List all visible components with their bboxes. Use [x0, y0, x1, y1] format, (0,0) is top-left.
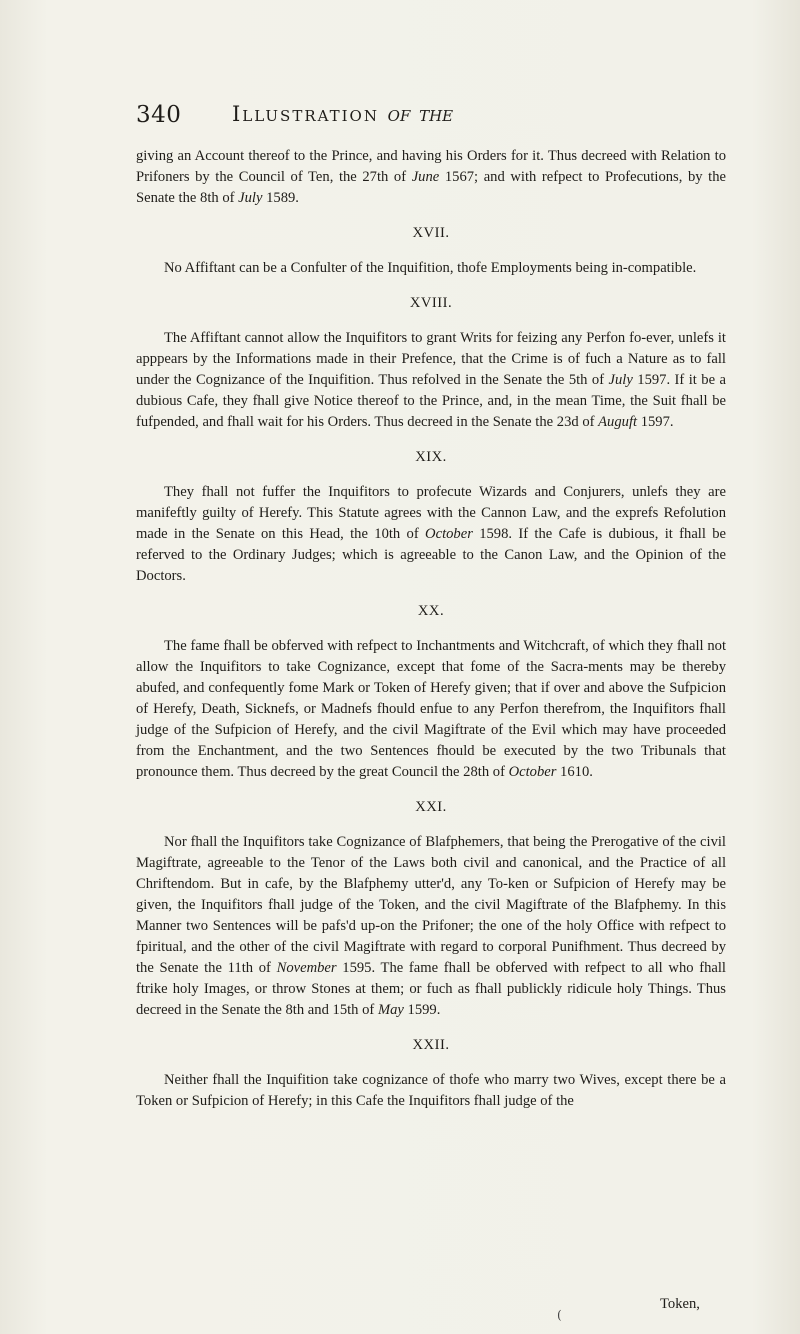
text-run: 1567; and with refpect to Profecutions, by the Senate the 8th of — [136, 169, 726, 206]
section-xxii-paragraph: Neither fhall the Inquifition take cognizance of thofe who marry two Wives, except there be a Token or Sufpicion of Herefy; in this Cafe the Inquifitors fhall judge of the — [136, 1072, 726, 1109]
section-numeral-xviii: XVIII. — [409, 295, 453, 311]
page-number: 340 — [136, 102, 182, 128]
section-xxi-paragraph — [136, 832, 726, 1021]
month-italic: July — [608, 372, 633, 388]
month-italic: November — [276, 960, 337, 976]
text-run: 1597. — [637, 414, 674, 430]
text-run: 1598. If the Cafe is dubious, it fhall be referved to the Ordinary Judges; which is agreeable to the Canon Law, and the Opinion of the Doctors. — [136, 526, 727, 584]
page-body — [136, 146, 726, 1112]
text-run: 1595. The fame fhall be obferved with refpect to all who fhall ftrike holy Images, or throw Stones at them; or fuch as fhall publickly ridicule holy Things. Thus decreed in the Senate the 8th and 15th of — [136, 960, 726, 1018]
month-italic: May — [377, 1002, 404, 1018]
section-xx-paragraph — [136, 636, 726, 783]
text-run: 1597. If it be a dubious Cafe, they fhall give Notice thereof to the Prince, and, in the mean Time, the Suit fhall be fufpended, and fhall wait for his Orders. Thus decreed in the Senate the 23d of — [136, 372, 726, 430]
section-numeral-xix: XIX. — [415, 449, 447, 465]
text-run: The Affiftant cannot allow the Inquifitors to grant Writs for feizing any Perfon fo-ever, unlefs it apppears by the Informations made in their Prefence, that the Crime is of fuch a Nature as to fall under the Cognizance of the Inquifition. Thus refolved in the Senate the 5th of — [136, 330, 726, 388]
text-run: Nor fhall the Inquifitors take Cognizance of Blafphemers, that being the Prerogative of the civil Magiftrate, agreeable to the Tenor of the Laws both civil and canonical, and the Practice of all Chriftendom. But in cafe, by the Blafphemy utter'd, any To-ken or Sufpicion of Herefy may be given, the Inquifitors fhall judge of the Token, and the civil Magiftrate of the Blafphemy. In this Manner two Sentences will be pafs'd up-on the Prifoner; the one of the holy Office with refpect to fpiritual, and the other of the civil Magiftrate with regard to corporal Punifhment. Thus decreed by the Senate the 11th of — [136, 834, 726, 976]
running-title — [232, 102, 453, 126]
month-italic: June — [411, 169, 440, 185]
text-run: The fame fhall be obferved with refpect to Inchantments and Witchcraft, of which they fhall not allow the Inquifitors to take Cognizance, except that fome of the Sacra-ments may be thereby abufed, and confequently fome Mark or Token of Herefy given; that if over and above the Sufpicion of Herefy, Death, Sicknefs, or Madnefs fhould enfue to any Perfon therefrom, the Inquifitors fhall judge of the Sufpicion of Herefy, and the civil Magiftrate of the Evil which may have proceeded from the Enchantment, and the two Sentences fhould be executed by the two Tribunals that pronounce them. Thus decreed by the great Council the 28th of — [136, 638, 726, 780]
month-italic: July — [238, 190, 263, 206]
section-numeral-xx: XX. — [417, 603, 445, 619]
continuation-paragraph — [136, 146, 726, 209]
month-italic: Auguft — [598, 414, 638, 430]
text-run: 1610. — [556, 764, 593, 780]
text-run: They fhall not fuffer the Inquifitors to profecute Wizards and Conjurers, unlefs they are manifeftly guilty of Herefy. This Statute agrees with the Cannon Law, and the exprefs Refolution made in the Senate on this Head, the 10th of — [136, 484, 726, 542]
section-numeral-xxii: XXII. — [412, 1037, 450, 1053]
section-numeral-xxi: XXI. — [415, 799, 447, 815]
month-italic: October — [425, 526, 473, 542]
title-the: the — [419, 102, 454, 126]
section-numeral-xvii: XVII. — [412, 225, 450, 241]
month-italic: October — [508, 764, 557, 780]
title-of: of — [387, 102, 411, 126]
text-run: 1599. — [403, 1002, 441, 1018]
section-xviii-paragraph — [136, 328, 726, 433]
title-main: Illustration — [232, 102, 379, 126]
signature-mark: ( — [557, 1308, 562, 1322]
section-xvii-paragraph: No Affiftant can be a Confulter of the Inquifition, thofe Employments being in-compatible. — [164, 260, 697, 276]
text-run: 1589. — [262, 190, 299, 206]
text-run: giving an Account thereof to the Prince, and having his Orders for it. Thus decreed with Relation to Prifoners by the Council of Ten, the 27th of — [136, 148, 726, 185]
catchword: Token, — [660, 1296, 700, 1312]
section-xix-paragraph — [136, 482, 726, 587]
running-header — [136, 102, 726, 138]
